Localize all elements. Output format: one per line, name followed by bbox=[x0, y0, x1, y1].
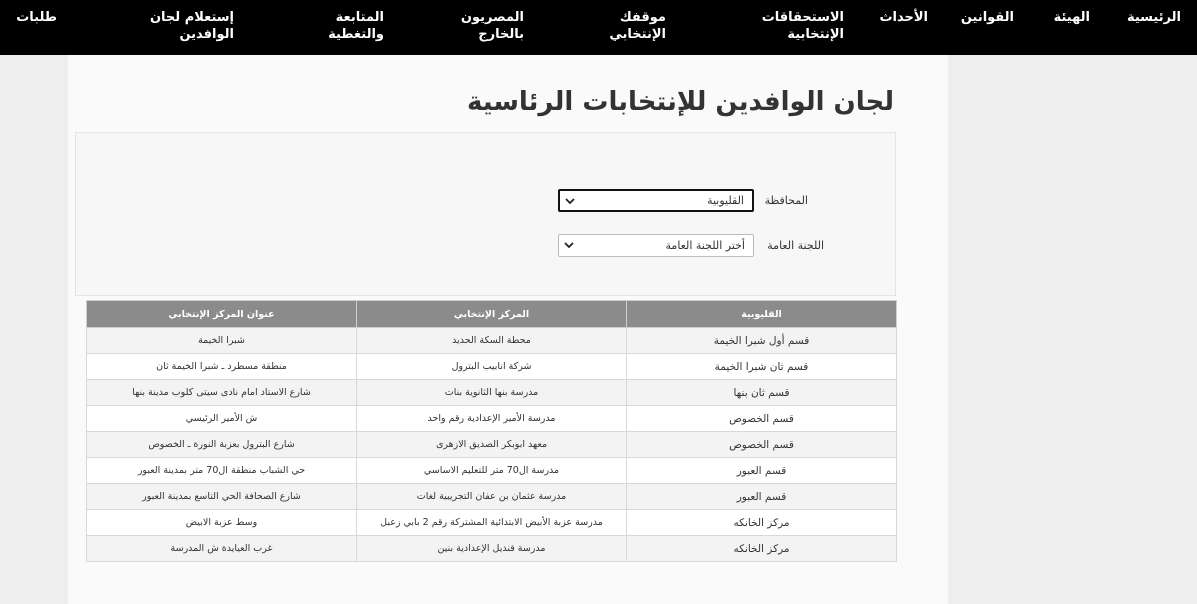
nav-item-your-electoral-status[interactable]: موقفك الإنتخابي bbox=[609, 10, 666, 42]
nav-item-egyptians-abroad[interactable]: المصريون بالخارج bbox=[460, 10, 524, 42]
nav-item-home[interactable]: الرئيسية bbox=[1126, 10, 1181, 25]
polling-center-cell: معهد ابوبكر الصديق الازهرى bbox=[357, 432, 627, 458]
nav-item-electoral-entitlements[interactable]: الاستحقاقات الإنتخابية bbox=[761, 10, 844, 42]
table-row bbox=[87, 536, 897, 562]
nav-item-laws[interactable]: القوانين bbox=[960, 10, 1014, 25]
table-row bbox=[87, 510, 897, 536]
general-committee-selected-value: أختر اللجنة العامة bbox=[665, 239, 745, 252]
district-cell: قسم العبور bbox=[627, 484, 897, 510]
nav-item-expat-committees-inquiry[interactable]: إستعلام لجان الوافدين bbox=[149, 10, 234, 42]
district-cell: مركز الخانكه bbox=[627, 510, 897, 536]
address-cell: شارع الصحافة الحي التاسع بمدينة العبور bbox=[87, 484, 357, 510]
district-cell: قسم ثان شبرا الخيمة bbox=[627, 354, 897, 380]
polling-centers-table bbox=[86, 300, 897, 562]
district-cell: قسم العبور bbox=[627, 458, 897, 484]
address-cell: شارع الاستاد امام نادى سيتى كلوب مدينة بنها bbox=[87, 380, 357, 406]
nav-item-requests[interactable]: طلبات bbox=[16, 10, 57, 25]
district-cell: مركز الخانكه bbox=[627, 536, 897, 562]
page-title: لجان الوافدين للإنتخابات الرئاسية bbox=[466, 87, 894, 117]
polling-center-cell: مدرسة عثمان بن عفان التجريبية لغات bbox=[357, 484, 627, 510]
address-cell: وسط عزبة الابيض bbox=[87, 510, 357, 536]
column-header-polling-center: المركز الإنتخابي bbox=[357, 301, 627, 328]
polling-center-cell: مدرسة ال70 متر للتعليم الاساسي bbox=[357, 458, 627, 484]
chevron-down-icon bbox=[564, 195, 576, 207]
polling-center-cell: مدرسة عزبة الأبيض الابتدائية المشتركة رقم 2 بابي زعبل bbox=[357, 510, 627, 536]
general-committee-label: اللجنة العامة bbox=[767, 239, 824, 252]
polling-center-cell: مدرسة بنها الثانوية بنات bbox=[357, 380, 627, 406]
address-cell: شارع البترول بعزبة النورة ـ الخصوص bbox=[87, 432, 357, 458]
table-row bbox=[87, 432, 897, 458]
address-cell: ش الأمير الرئيسي bbox=[87, 406, 357, 432]
table-row bbox=[87, 484, 897, 510]
address-cell: غرب العيايدة ش المدرسة bbox=[87, 536, 357, 562]
main-content bbox=[68, 55, 948, 604]
table-row bbox=[87, 458, 897, 484]
polling-center-cell: مدرسة الأمير الإعدادية رقم واحد bbox=[357, 406, 627, 432]
polling-center-cell: شركة انابيب البترول bbox=[357, 354, 627, 380]
nav-item-monitoring-coverage[interactable]: المتابعة والتغطية bbox=[328, 10, 384, 42]
district-cell: قسم ثان بنها bbox=[627, 380, 897, 406]
address-cell: حي الشباب منطقة ال70 متر بمدينة العبور bbox=[87, 458, 357, 484]
address-cell: منطقة مسطرد ـ شبرا الخيمة ثان bbox=[87, 354, 357, 380]
district-cell: قسم الخصوص bbox=[627, 406, 897, 432]
table-row bbox=[87, 328, 897, 354]
table-header-row bbox=[87, 301, 897, 328]
table-row bbox=[87, 380, 897, 406]
polling-center-cell: محطة السكة الحديد bbox=[357, 328, 627, 354]
polling-center-cell: مدرسة قنديل الإعدادية بنين bbox=[357, 536, 627, 562]
address-cell: شبرا الخيمة bbox=[87, 328, 357, 354]
filter-panel bbox=[75, 132, 896, 296]
top-navigation-bar bbox=[0, 0, 1197, 55]
column-header-center-address: عنوان المركز الإنتخابي bbox=[87, 301, 357, 328]
district-cell: قسم الخصوص bbox=[627, 432, 897, 458]
governorate-select[interactable] bbox=[558, 189, 754, 212]
table-row bbox=[87, 354, 897, 380]
governorate-selected-value: القليوبية bbox=[707, 194, 744, 207]
chevron-down-icon bbox=[563, 239, 575, 251]
nav-item-authority[interactable]: الهيئة bbox=[1053, 10, 1090, 25]
governorate-label: المحافظة bbox=[764, 194, 808, 207]
column-header-district: القليوبية bbox=[627, 301, 897, 328]
table-row bbox=[87, 406, 897, 432]
general-committee-select[interactable] bbox=[558, 234, 754, 257]
district-cell: قسم أول شبرا الخيمة bbox=[627, 328, 897, 354]
nav-item-events[interactable]: الأحداث bbox=[879, 10, 928, 25]
